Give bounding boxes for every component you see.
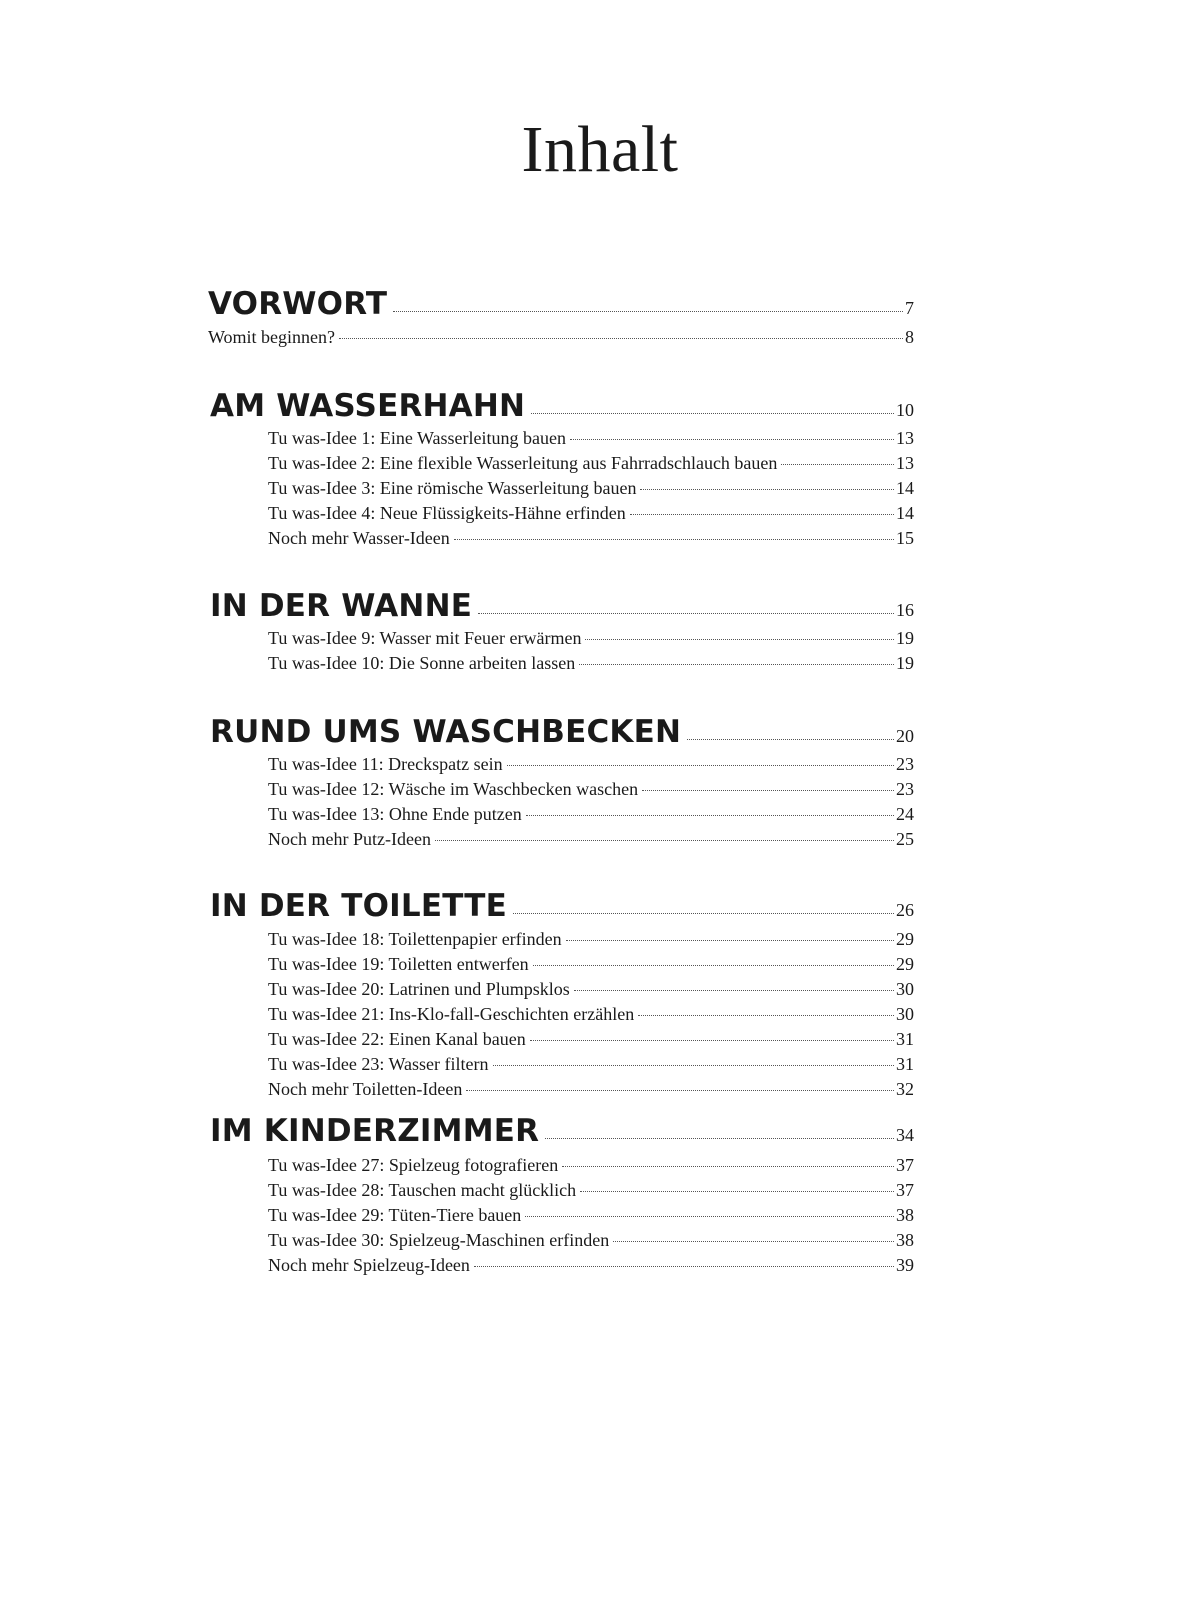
entry-title: Tu was-Idee 28: Tauschen macht glücklich (268, 1180, 577, 1200)
page-number: 38 (896, 1230, 914, 1250)
page-number: 31 (896, 1029, 914, 1049)
entry-title: Tu was-Idee 3: Eine römische Wasserleitung bauen (268, 478, 637, 498)
toc-entry (268, 653, 914, 674)
page-number: 14 (896, 503, 914, 523)
toc-entry (268, 1029, 914, 1050)
page-number: 15 (896, 528, 914, 548)
entry-title: Tu was-Idee 20: Latrinen und Plumpsklos (268, 979, 570, 999)
toc-entry (268, 829, 914, 850)
dot-leader (507, 765, 894, 766)
page-number: 30 (896, 979, 914, 999)
dot-leader (493, 1065, 894, 1066)
dot-leader (642, 790, 894, 791)
dot-leader (585, 639, 894, 640)
toc-entry (268, 1255, 914, 1276)
dot-leader (454, 539, 894, 540)
dot-leader (570, 439, 894, 440)
section-title: RUND UMS WASCHBECKEN (210, 714, 682, 750)
page-number: 37 (896, 1180, 914, 1200)
entry-title: Tu was-Idee 13: Ohne Ende putzen (268, 804, 522, 824)
page-number: 16 (896, 600, 914, 620)
entry-title: Tu was-Idee 10: Die Sonne arbeiten lassen (268, 653, 576, 673)
page-number: 13 (896, 453, 914, 473)
toc-entry (268, 1230, 914, 1251)
toc-entry (208, 327, 914, 348)
page-number: 10 (896, 400, 914, 420)
toc-section-heading (210, 888, 914, 924)
toc-entry (268, 779, 914, 800)
dot-leader (630, 514, 894, 515)
dot-leader (466, 1090, 894, 1091)
dot-leader (574, 990, 894, 991)
page-number: 30 (896, 1004, 914, 1024)
entry-title: Noch mehr Wasser-Ideen (268, 528, 450, 548)
toc-entry (268, 804, 914, 825)
page-number: 38 (896, 1205, 914, 1225)
dot-leader (525, 1216, 894, 1217)
page-number: 29 (896, 954, 914, 974)
toc-section-heading (210, 588, 914, 624)
dot-leader (513, 913, 894, 914)
page-number: 7 (905, 298, 914, 318)
page-number: 19 (896, 628, 914, 648)
entry-title: Tu was-Idee 21: Ins-Klo-fall-Geschichten erzählen (268, 1004, 635, 1024)
toc-entry (268, 754, 914, 775)
entry-title: Tu was-Idee 12: Wäsche im Waschbecken waschen (268, 779, 639, 799)
toc-entry (268, 528, 914, 549)
page-number: 23 (896, 754, 914, 774)
page-number: 34 (896, 1125, 914, 1145)
entry-title: Tu was-Idee 1: Eine Wasserleitung bauen (268, 428, 566, 448)
entry-title: Tu was-Idee 18: Toilettenpapier erfinden (268, 929, 562, 949)
page-number: 32 (896, 1079, 914, 1099)
section-title: AM WASSERHAHN (210, 388, 526, 424)
page-number: 24 (896, 804, 914, 824)
page-title: Inhalt (521, 113, 679, 186)
page-number: 29 (896, 929, 914, 949)
toc-entry (268, 1155, 914, 1176)
section-title: IM KINDERZIMMER (210, 1113, 540, 1149)
page-number: 37 (896, 1155, 914, 1175)
page-number: 13 (896, 428, 914, 448)
dot-leader (613, 1241, 894, 1242)
section-title: IN DER WANNE (210, 588, 473, 624)
entry-title: Tu was-Idee 29: Tüten-Tiere bauen (268, 1205, 522, 1225)
dot-leader (393, 311, 903, 312)
entry-title: Tu was-Idee 2: Eine flexible Wasserleitung aus Fahrradschlauch bauen (268, 453, 778, 473)
page-number: 23 (896, 779, 914, 799)
dot-leader (580, 1191, 894, 1192)
toc-entry (268, 979, 914, 1000)
page-number: 25 (896, 829, 914, 849)
entry-title: Noch mehr Toiletten-Ideen (268, 1079, 463, 1099)
dot-leader (687, 739, 894, 740)
entry-title: Tu was-Idee 23: Wasser filtern (268, 1054, 489, 1074)
entry-title: Womit beginnen? (208, 327, 336, 347)
section-title: IN DER TOILETTE (210, 888, 507, 924)
page-number: 20 (896, 726, 914, 746)
dot-leader (566, 940, 894, 941)
dot-leader (526, 815, 894, 816)
page-number: 39 (896, 1255, 914, 1275)
page-number: 8 (905, 327, 914, 347)
section-title: VORWORT (208, 286, 388, 322)
dot-leader (478, 613, 894, 614)
dot-leader (530, 1040, 894, 1041)
dot-leader (579, 664, 894, 665)
page-number: 19 (896, 653, 914, 673)
dot-leader (545, 1138, 894, 1139)
toc-section-heading (210, 1113, 914, 1149)
entry-title: Tu was-Idee 19: Toiletten entwerfen (268, 954, 529, 974)
dot-leader (533, 965, 894, 966)
toc-entry (268, 428, 914, 449)
page-number: 26 (896, 900, 914, 920)
toc-entry (268, 954, 914, 975)
toc-entry (268, 503, 914, 524)
dot-leader (474, 1266, 894, 1267)
entry-title: Tu was-Idee 11: Dreckspatz sein (268, 754, 503, 774)
toc-entry (268, 1079, 914, 1100)
dot-leader (531, 413, 894, 414)
entry-title: Noch mehr Spielzeug-Ideen (268, 1255, 470, 1275)
toc-entry (268, 628, 914, 649)
dot-leader (339, 338, 903, 339)
dot-leader (781, 464, 894, 465)
toc-section-heading (208, 286, 914, 322)
entry-title: Tu was-Idee 30: Spielzeug-Maschinen erfinden (268, 1230, 610, 1250)
toc-entry (268, 453, 914, 474)
dot-leader (638, 1015, 894, 1016)
entry-title: Tu was-Idee 9: Wasser mit Feuer erwärmen (268, 628, 582, 648)
dot-leader (562, 1166, 894, 1167)
page-number: 31 (896, 1054, 914, 1074)
page-number: 14 (896, 478, 914, 498)
toc-entry (268, 478, 914, 499)
toc-entry (268, 1054, 914, 1075)
toc-entry (268, 929, 914, 950)
entry-title: Tu was-Idee 27: Spielzeug fotografieren (268, 1155, 559, 1175)
toc-entry (268, 1205, 914, 1226)
toc-section-heading (210, 714, 914, 750)
entry-title: Noch mehr Putz-Ideen (268, 829, 431, 849)
toc-entry (268, 1004, 914, 1025)
entry-title: Tu was-Idee 22: Einen Kanal bauen (268, 1029, 526, 1049)
toc-entry (268, 1180, 914, 1201)
dot-leader (640, 489, 894, 490)
toc-section-heading (210, 388, 914, 424)
entry-title: Tu was-Idee 4: Neue Flüssigkeits-Hähne erfinden (268, 503, 626, 523)
dot-leader (435, 840, 894, 841)
